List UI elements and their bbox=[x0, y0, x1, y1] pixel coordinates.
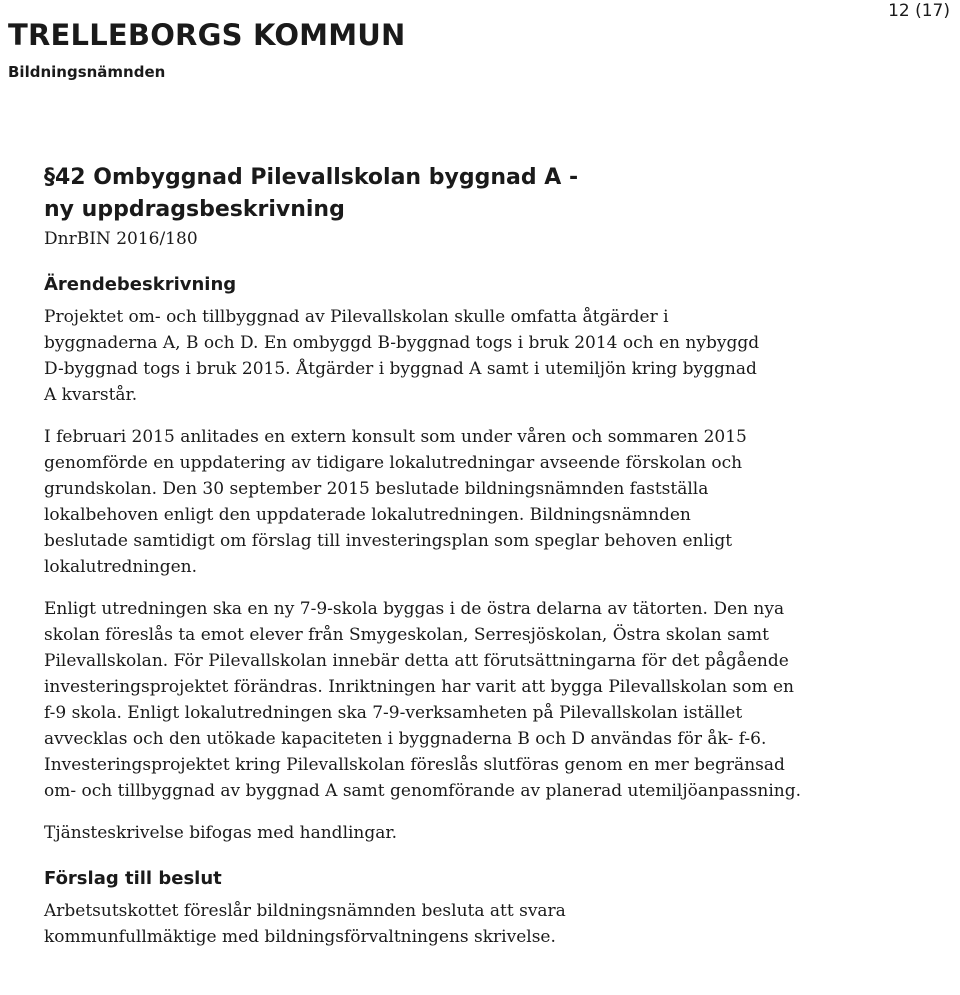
department-name: Bildningsnämnden bbox=[8, 63, 166, 81]
proposal-paragraph: Arbetsutskottet föreslår bildningsnämnden besluta att svara kommunfullmäktige med bildningsförvaltningens skrivelse. bbox=[44, 901, 566, 947]
page-number: 12 (17) bbox=[888, 1, 950, 21]
description-paragraph: I februari 2015 anlitades en extern konsult som under våren och sommaren 2015 genomförde en uppdatering av tidigare lokalutredningar avseende förskolan och grundskolan. Den 30 september 2015 beslutade bildningsnämnden fastställa lokalbehoven enligt den uppdaterade lokalutredningen. Bildningsnämnden beslutade samtidigt om förslag till investeringsplan som speglar behoven enligt lokalutredningen. bbox=[44, 427, 747, 577]
description-paragraph: Enligt utredningen ska en ny 7-9-skola byggas i de östra delarna av tätorten. Den nya skolan föreslås ta emot elever från Smygeskolan, Serresjöskolan, Östra skolan samt Pilevallskolan. För Pilevallskolan innebär detta att förutsättningarna för det pågående investeringsprojektet förändras. Inriktningen har varit att bygga Pilevallskolan som en f-9 skola. Enligt lokalutredningen ska 7-9-verksamheten på Pilevallskolan istället avvecklas och den utökade kapaciteten i byggnaderna B och D användas för åk- f-6. Investeringsprojektet kring Pilevallskolan föreslås slutföras genom en mer begränsad om- och tillbyggnad av byggnad A samt genomförande av planerad utemiljöanpassning. bbox=[44, 599, 802, 801]
arendebeskrivning-heading: Ärendebeskrivning bbox=[44, 274, 237, 295]
case-number: DnrBIN 2016/180 bbox=[44, 229, 198, 249]
forslag-heading: Förslag till beslut bbox=[44, 868, 222, 889]
section-heading: §42 Ombyggnad Pilevallskolan byggnad A - ny uppdragsbeskrivning bbox=[44, 165, 579, 222]
description-paragraph: Projektet om- och tillbyggnad av Pilevallskolan skulle omfatta åtgärder i byggnaderna A, B och D. En ombyggd B-byggnad togs i bruk 2014 och en nybyggd D-byggnad togs i bruk 2015. Åtgärder i byggnad A samt i utemiljön kring byggnad A kvarstår. bbox=[44, 307, 760, 405]
description-paragraph: Tjänsteskrivelse bifogas med handlingar. bbox=[44, 823, 398, 843]
organization-name: TRELLEBORGS KOMMUN bbox=[8, 18, 406, 52]
document-body bbox=[44, 162, 944, 966]
